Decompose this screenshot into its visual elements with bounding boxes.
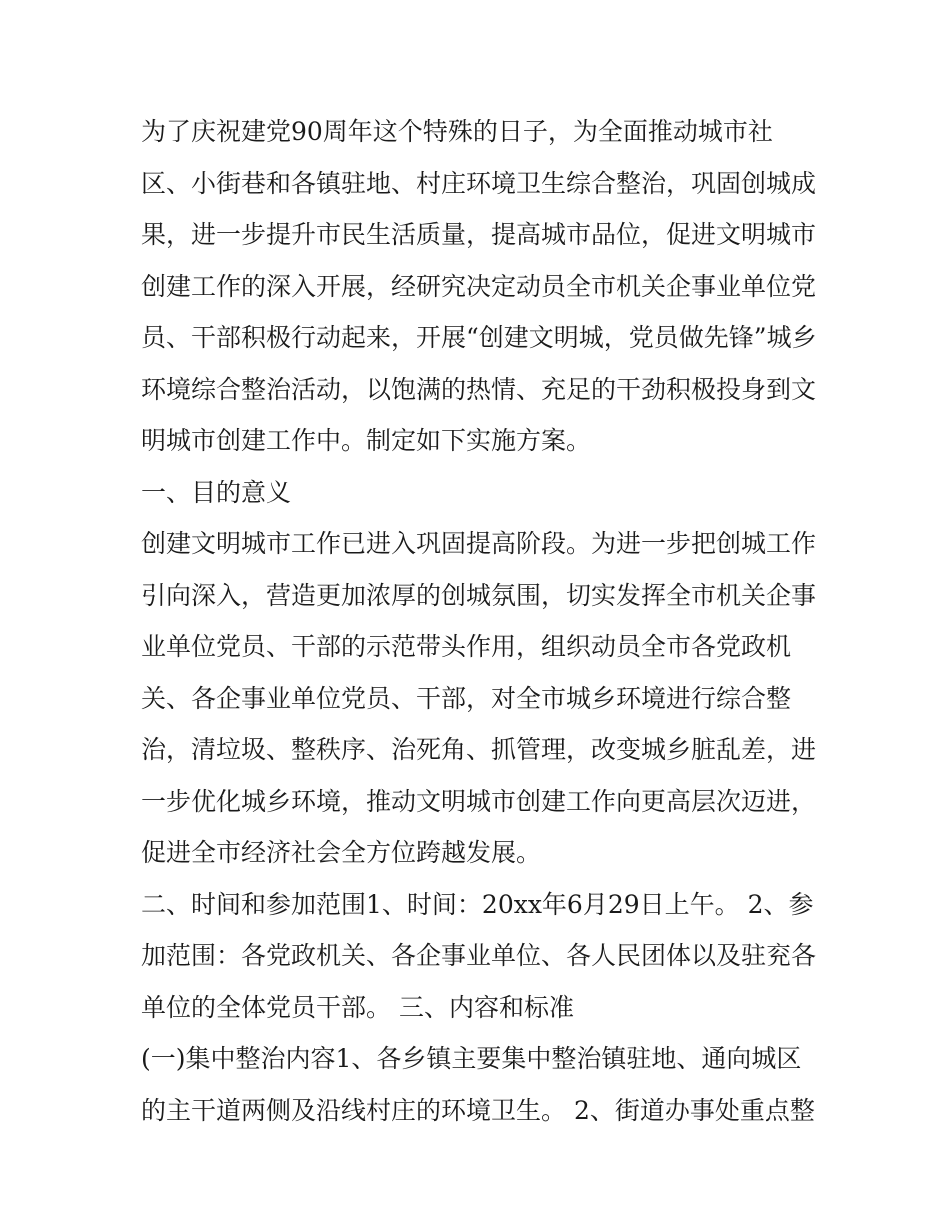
text-line: 治，清垃圾、整秩序、治死角、抓管理，改变城乡脏乱差，进 — [141, 735, 817, 764]
text-line: 二、时间和参加范围1、时间：20xx年6月29日上午。 2、参 — [141, 889, 814, 919]
section-heading: 一、目的意义 — [141, 477, 292, 507]
text-line: 一步优化城乡环境，推动文明城市创建工作向更高层次迈进， — [141, 786, 817, 816]
text-line: 加范围：各党政机关、各企事业单位、各人民团体以及驻兖各 — [141, 941, 817, 970]
text-line: 关、各企事业单位党员、干部，对全市城乡环境进行综合整 — [141, 683, 792, 713]
text-line: 环境综合整治活动，以饱满的热情、充足的干劲积极投身到文 — [141, 374, 817, 404]
text-line: 果，进一步提升市民生活质量，提高城市品位，促进文明城市 — [141, 220, 817, 249]
text-line: (一)集中整治内容1、各乡镇主要集中整治镇驻地、通向城区 — [141, 1044, 802, 1073]
text-line: 业单位党员、干部的示范带头作用，组织动员全市各党政机 — [141, 632, 792, 661]
document-body — [141, 106, 821, 1136]
text-line: 单位的全体党员干部。 三、内容和标准 — [141, 992, 574, 1022]
text-line: 区、小街巷和各镇驻地、村庄环境卫生综合整治，巩固创城成 — [141, 168, 817, 198]
text-line: 明城市创建工作中。制定如下实施方案。 — [141, 426, 592, 455]
text-line: 的主干道两侧及沿线村庄的环境卫生。 2、街道办事处重点整 — [141, 1095, 815, 1125]
text-line: 创建文明城市工作已进入巩固提高阶段。为进一步把创城工作 — [141, 529, 817, 558]
text-line: 引向深入，营造更加浓厚的创城氛围，切实发挥全市机关企事 — [141, 580, 817, 610]
text-line: 促进全市经济社会全方位跨越发展。 — [141, 838, 542, 867]
text-line: 为了庆祝建党90周年这个特殊的日子，为全面推动城市社 — [141, 117, 773, 146]
text-line: 创建工作的深入开展，经研究决定动员全市机关企事业单位党 — [141, 271, 817, 301]
text-line: 员、干部积极行动起来，开展“创建文明城，党员做先锋”城乡 — [141, 323, 817, 352]
